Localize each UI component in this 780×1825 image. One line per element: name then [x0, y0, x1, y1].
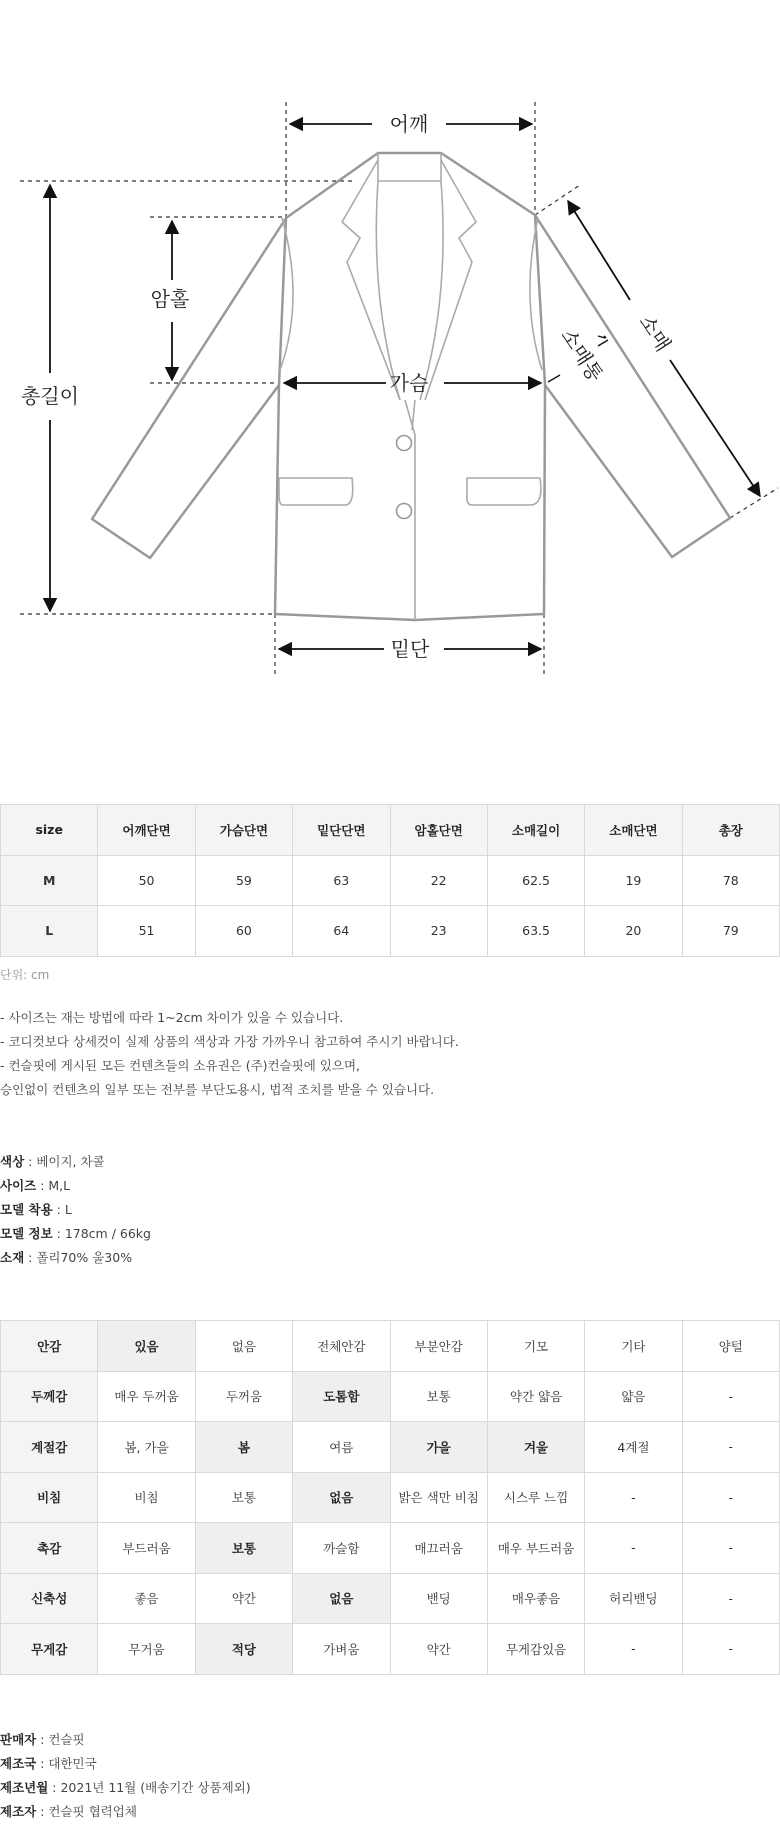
total-length-label: 총길이 [21, 384, 79, 408]
attribute-label: 비침 [1, 1472, 98, 1523]
attribute-option: 전체안감 [293, 1321, 390, 1372]
header-cell: size [1, 805, 98, 856]
value-cell: 79 [682, 906, 779, 957]
attribute-option-selected: 봄 [195, 1422, 292, 1473]
info-line [0, 1752, 251, 1776]
attribute-option: 비침 [98, 1472, 195, 1523]
jacket-size-diagram [0, 0, 780, 690]
attribute-option: 시스루 느낌 [487, 1472, 584, 1523]
attribute-option: 까슬함 [293, 1523, 390, 1574]
jacket-illustration [0, 0, 780, 690]
attribute-option: - [585, 1472, 682, 1523]
table-row [1, 1472, 780, 1523]
sleeve-label: 소매 [634, 310, 676, 356]
product-info [0, 1150, 151, 1270]
info-label: 모델 착용 [0, 1202, 53, 1217]
info-value: : 컨슬핏 [36, 1732, 85, 1747]
attribute-option: 없음 [195, 1321, 292, 1372]
attribute-option: 밴딩 [390, 1573, 487, 1624]
attribute-option: 가벼움 [293, 1624, 390, 1675]
table-row [1, 1371, 780, 1422]
attribute-option: 여름 [293, 1422, 390, 1473]
info-line [0, 1150, 151, 1174]
attribute-label: 안감 [1, 1321, 98, 1372]
attribute-option: 무게감있음 [487, 1624, 584, 1675]
attribute-option: - [682, 1523, 779, 1574]
attribute-option-selected: 있음 [98, 1321, 195, 1372]
info-label: 사이즈 [0, 1178, 37, 1193]
info-value: : M,L [36, 1178, 71, 1193]
sleeve-width-label: 소매통 [556, 324, 608, 386]
value-cell: 62.5 [487, 855, 584, 906]
info-label: 모델 정보 [0, 1226, 53, 1241]
value-cell: 22 [390, 855, 487, 906]
header-cell: 소매길이 [487, 805, 584, 856]
value-cell: 20 [585, 906, 682, 957]
attribute-option: 부드러움 [98, 1523, 195, 1574]
table-row [1, 1624, 780, 1675]
table-row [1, 1523, 780, 1574]
chest-label: 가슴 [389, 371, 429, 395]
info-value: : 2021년 11월 (배송기간 상품제외) [48, 1780, 251, 1795]
attribute-option: 약간 얇음 [487, 1371, 584, 1422]
info-value: : 대한민국 [36, 1756, 97, 1771]
value-cell: 50 [98, 855, 195, 906]
attribute-option: 기모 [487, 1321, 584, 1372]
table-row [1, 855, 780, 906]
info-line [0, 1800, 251, 1824]
header-cell: 암홀단면 [390, 805, 487, 856]
value-cell: 59 [195, 855, 292, 906]
attribute-option: 기타 [585, 1321, 682, 1372]
attribute-option: 보통 [390, 1371, 487, 1422]
attribute-option: 양털 [682, 1321, 779, 1372]
note-line: - 사이즈는 재는 방법에 따라 1~2cm 차이가 있을 수 있습니다. [0, 1010, 344, 1025]
info-value: : 폴리70% 울30% [24, 1250, 133, 1265]
header-cell: 어깨단면 [98, 805, 195, 856]
attribute-label: 두께감 [1, 1371, 98, 1422]
attribute-option-selected: 없음 [293, 1573, 390, 1624]
armhole-label: 암홀 [150, 287, 190, 311]
info-line [0, 1198, 151, 1222]
info-label: 판매자 [0, 1732, 37, 1747]
attribute-option-selected: 보통 [195, 1523, 292, 1574]
attribute-option: 매끄러움 [390, 1523, 487, 1574]
attribute-option: - [682, 1472, 779, 1523]
value-cell: 63 [293, 855, 390, 906]
header-cell: 밑단단면 [293, 805, 390, 856]
value-cell: 63.5 [487, 906, 584, 957]
info-line [0, 1728, 251, 1752]
attribute-option-selected: 겨울 [487, 1422, 584, 1473]
info-line [0, 1246, 151, 1270]
attribute-option: - [682, 1624, 779, 1675]
info-value: : 178cm / 66kg [52, 1226, 151, 1241]
attribute-option: 좋음 [98, 1573, 195, 1624]
attribute-option: 약간 [390, 1624, 487, 1675]
info-label: 색상 [0, 1154, 25, 1169]
hem-label: 밑단 [390, 637, 430, 661]
table-row [1, 1573, 780, 1624]
shoulder-label: 어깨 [389, 112, 429, 136]
table-row [1, 906, 780, 957]
attribute-label: 무게감 [1, 1624, 98, 1675]
attribute-option: - [585, 1624, 682, 1675]
size-table-header [1, 805, 780, 856]
info-line [0, 1776, 251, 1800]
info-line [0, 1174, 151, 1198]
info-value: : L [52, 1202, 72, 1217]
attribute-option: 매우좋음 [487, 1573, 584, 1624]
attribute-option-selected: 적당 [195, 1624, 292, 1675]
size-cell: L [1, 906, 98, 957]
attribute-table [0, 1320, 780, 1675]
note-line: 승인없이 컨텐츠의 일부 또는 전부를 부단도용시, 법적 조치를 받을 수 있습니다. [0, 1082, 435, 1097]
attribute-option: 매우 두꺼움 [98, 1371, 195, 1422]
size-cell: M [1, 855, 98, 906]
info-label: 제조자 [0, 1804, 37, 1819]
info-value: : 컨슬핏 협력업체 [36, 1804, 137, 1819]
value-cell: 64 [293, 906, 390, 957]
attribute-option: 보통 [195, 1472, 292, 1523]
info-value: : 베이지, 차콜 [24, 1154, 105, 1169]
note-line: - 코디컷보다 상세컷이 실제 상품의 색상과 가장 가까우니 참고하여 주시기 바랍니다. [0, 1034, 459, 1049]
attribute-option: 매우 부드러움 [487, 1523, 584, 1574]
attribute-option: 4계절 [585, 1422, 682, 1473]
info-line [0, 1222, 151, 1246]
attribute-option: 부분안감 [390, 1321, 487, 1372]
attribute-option: 얇음 [585, 1371, 682, 1422]
unit-note: 단위: cm [0, 968, 50, 982]
header-cell: 소매단면 [585, 805, 682, 856]
attribute-option: - [585, 1523, 682, 1574]
attribute-label: 계절감 [1, 1422, 98, 1473]
attribute-option: - [682, 1422, 779, 1473]
attribute-option-selected: 가을 [390, 1422, 487, 1473]
attribute-option: - [682, 1371, 779, 1422]
header-cell: 가슴단면 [195, 805, 292, 856]
header-cell: 총장 [682, 805, 779, 856]
attribute-option: 밝은 색만 비침 [390, 1472, 487, 1523]
value-cell: 51 [98, 906, 195, 957]
note-line: - 컨슬핏에 게시된 모든 컨텐츠들의 소유권은 (주)컨슬핏에 있으며, [0, 1058, 361, 1073]
attribute-option: - [682, 1573, 779, 1624]
attribute-option: 허리밴딩 [585, 1573, 682, 1624]
attribute-option: 약간 [195, 1573, 292, 1624]
info-label: 소재 [0, 1250, 25, 1265]
table-row [1, 1422, 780, 1473]
value-cell: 19 [585, 855, 682, 906]
attribute-option: 봄, 가을 [98, 1422, 195, 1473]
attribute-option-selected: 없음 [293, 1472, 390, 1523]
value-cell: 60 [195, 906, 292, 957]
table-row [1, 1321, 780, 1372]
attribute-option: 두꺼움 [195, 1371, 292, 1422]
value-cell: 78 [682, 855, 779, 906]
size-table [0, 804, 780, 957]
attribute-option: 무거움 [98, 1624, 195, 1675]
attribute-label: 신축성 [1, 1573, 98, 1624]
size-notes [0, 1006, 459, 1102]
attribute-option-selected: 도톰함 [293, 1371, 390, 1422]
seller-info [0, 1728, 251, 1824]
info-label: 제조국 [0, 1756, 37, 1771]
attribute-label: 촉감 [1, 1523, 98, 1574]
value-cell: 23 [390, 906, 487, 957]
info-label: 제조년월 [0, 1780, 49, 1795]
